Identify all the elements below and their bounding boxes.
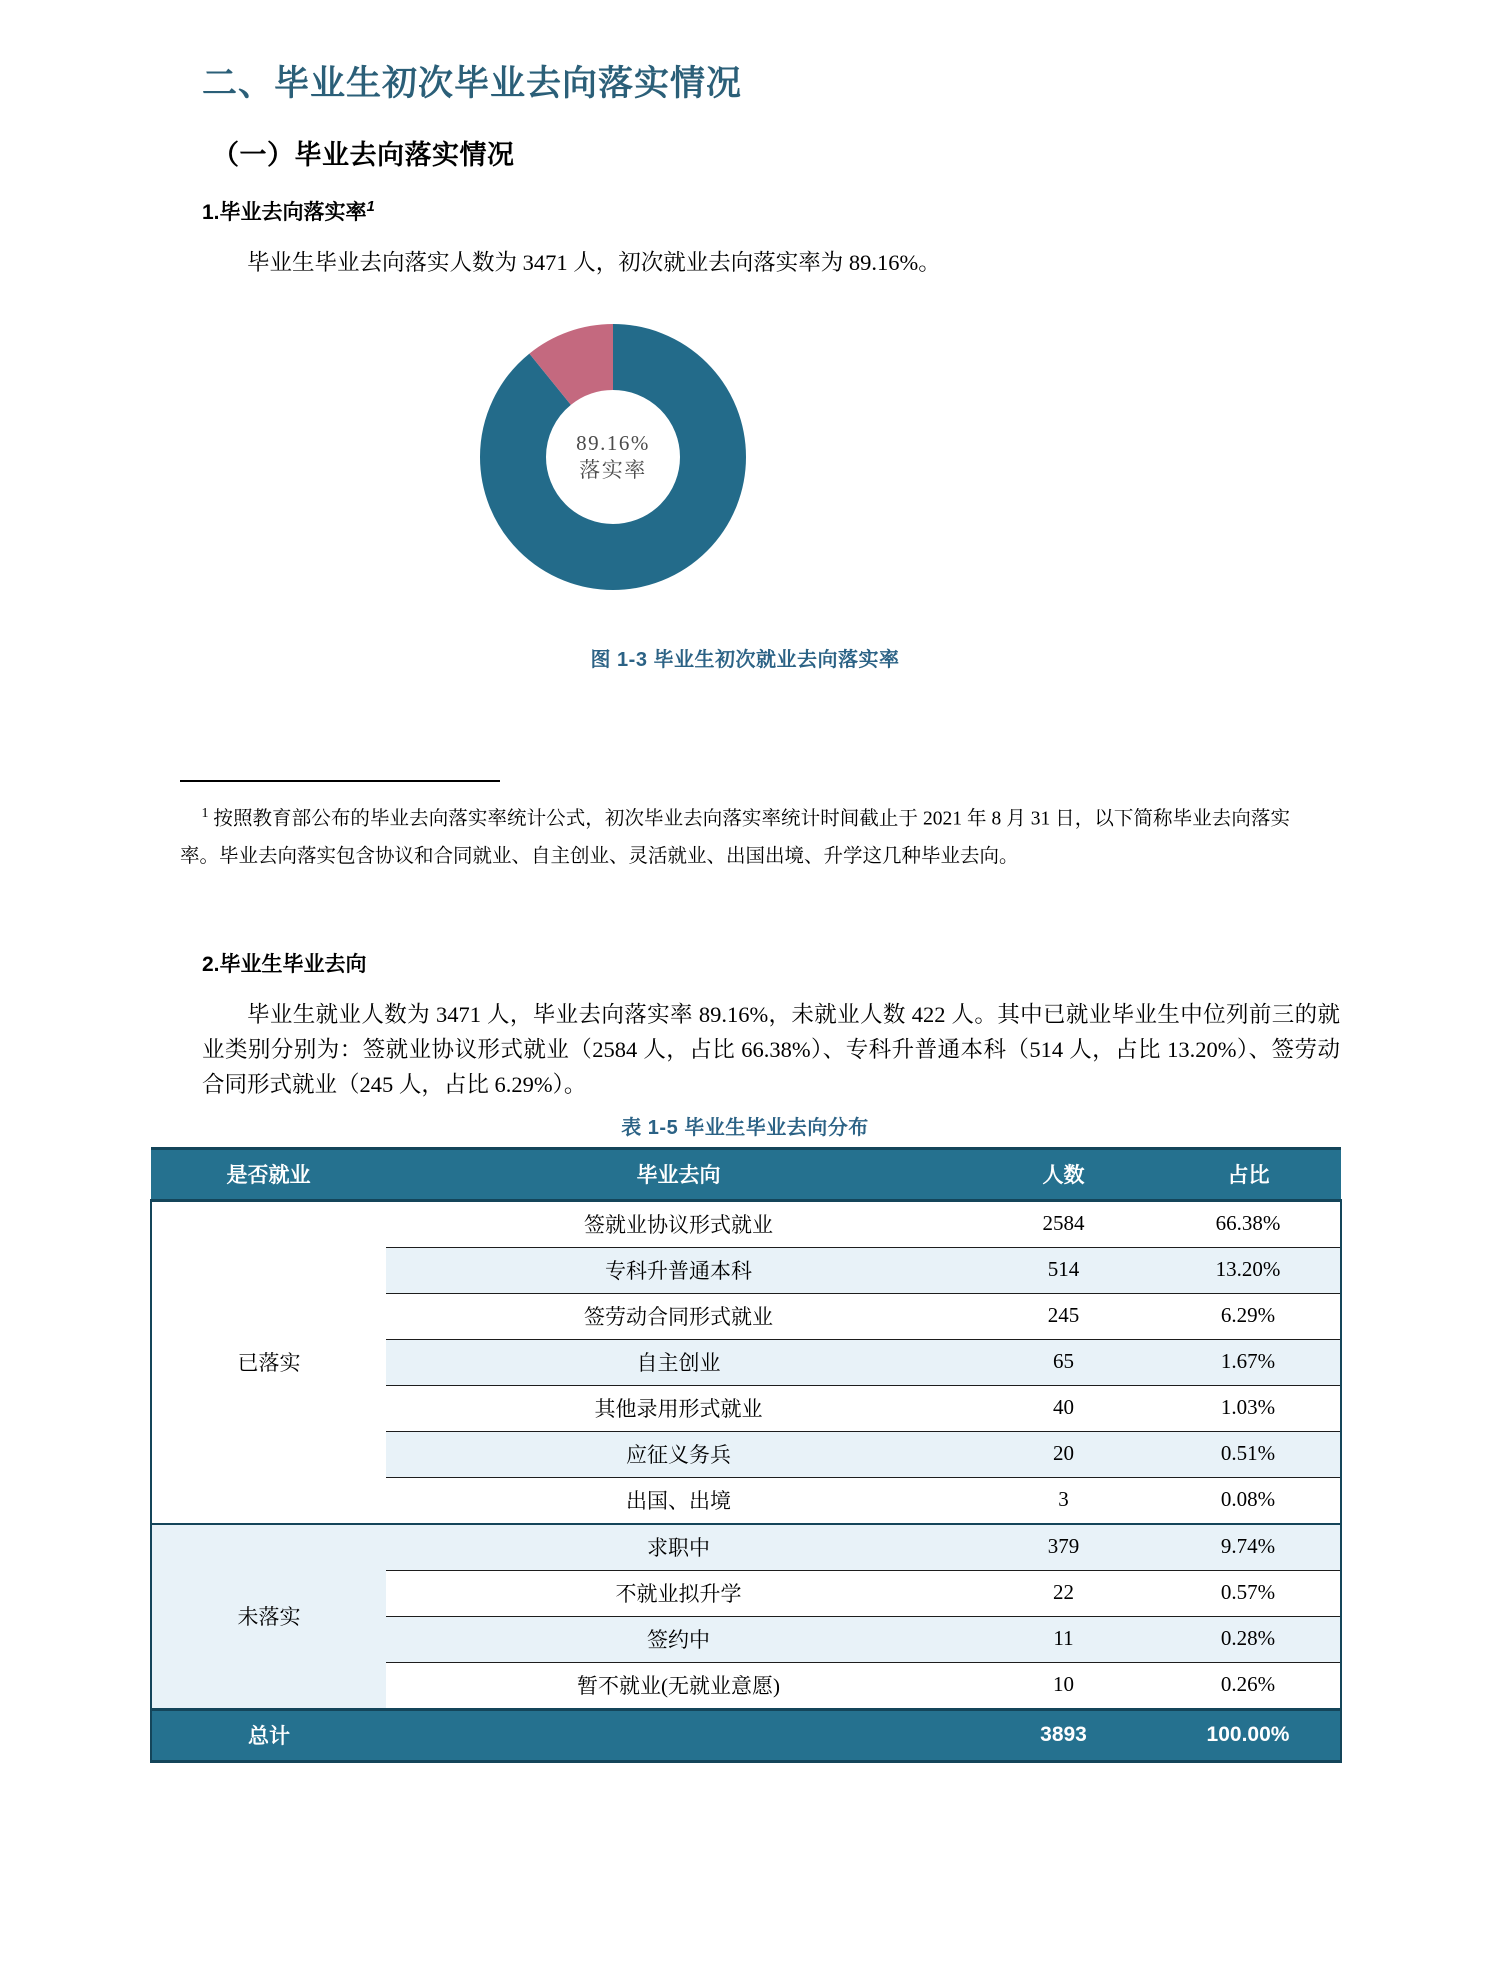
donut-center-caption: 落实率 [579,457,647,482]
table-cell-count: 245 [971,1293,1156,1339]
footnote-block [180,780,1290,877]
table-cell-destination: 出国、出境 [386,1477,971,1524]
sub-heading-2: 2.毕业生毕业去向 [202,953,367,977]
table-header-destination: 毕业去向 [386,1148,971,1200]
table-cell-count: 20 [971,1431,1156,1477]
table-cell-destination: 自主创业 [386,1339,971,1385]
table-cell-percent: 13.20% [1156,1247,1341,1293]
table-cell-percent: 9.74% [1156,1524,1341,1571]
table-cell-destination: 不就业拟升学 [386,1570,971,1616]
table-cell-percent: 6.29% [1156,1293,1341,1339]
table-cell-count: 22 [971,1570,1156,1616]
table-header-row [151,1148,1341,1200]
paragraph-destinations: 毕业生就业人数为 3471 人，毕业去向落实率 89.16%，未就业人数 422 人。其中已就业毕业生中位列前三的就业类别分别为：签就业协议形式就业（2584 人，占比 66.38%）、专科升普通本科（514 人，占比 13.20%）、签劳动合同形式就业（245 人，占比 6.29%）。 [202,1002,1340,1097]
table-caption: 表 1-5 毕业生毕业去向分布 [621,1116,869,1139]
table-total-count: 3893 [971,1709,1156,1761]
table-cell-percent: 0.28% [1156,1616,1341,1662]
table-group-label-unplaced: 未落实 [151,1524,386,1710]
table-cell-count: 3 [971,1477,1156,1524]
footnote-text [180,800,1290,877]
table-header-employed: 是否就业 [151,1148,386,1200]
table-cell-destination: 应征义务兵 [386,1431,971,1477]
table-cell-count: 2584 [971,1200,1156,1247]
footnote-marker: 1 [201,805,209,821]
table-header-count: 人数 [971,1148,1156,1200]
table-total-label: 总计 [151,1709,386,1761]
table-total-percent: 100.00% [1156,1709,1341,1761]
table-cell-count: 514 [971,1247,1156,1293]
sub-heading-1-label: 1.毕业去向落实率 [202,200,367,224]
table-cell-count: 10 [971,1662,1156,1709]
table-cell-count: 65 [971,1339,1156,1385]
table-cell-destination: 求职中 [386,1524,971,1571]
table-cell-destination: 签约中 [386,1616,971,1662]
donut-center-value: 89.16% [576,431,650,456]
table-cell-destination: 暂不就业(无就业意愿) [386,1662,971,1709]
table-cell-percent: 0.51% [1156,1431,1341,1477]
table-cell-count: 379 [971,1524,1156,1571]
footnote-body: 按照教育部公布的毕业去向落实率统计公式，初次毕业去向落实率统计时间截止于 2021 年 8 月 31 日，以下简称毕业去向落实率。毕业去向落实包含协议和合同就业、自主创业、灵活就业、出国出境、升学这几种毕业去向。 [180,808,1290,868]
table-cell-destination: 其他录用形式就业 [386,1385,971,1431]
table-cell-destination: 签就业协议形式就业 [386,1200,971,1247]
table-cell-percent: 66.38% [1156,1200,1341,1247]
table-cell-count: 40 [971,1385,1156,1431]
table-cell-percent: 0.57% [1156,1570,1341,1616]
sub-heading-1 [202,196,1340,226]
destination-distribution-table [150,1147,1342,1763]
table-cell-percent: 1.03% [1156,1385,1341,1431]
table-foot [151,1709,1341,1761]
footnote-divider [180,780,500,782]
table-body [151,1200,1341,1709]
table-total-row [151,1709,1341,1761]
table-total-destination [386,1709,971,1761]
table-cell-count: 11 [971,1616,1156,1662]
table-cell-destination: 签劳动合同形式就业 [386,1293,971,1339]
donut-chart-svg [479,323,747,591]
table-group-label-placed: 已落实 [151,1200,386,1524]
footnote-reference-marker: 1 [366,197,375,215]
figure-donut-chart [150,323,1340,623]
table-header-percent: 占比 [1156,1148,1341,1200]
donut-chart [479,323,747,591]
figure-caption: 图 1-3 毕业生初次就业去向落实率 [590,648,900,671]
table-cell-percent: 1.67% [1156,1339,1341,1385]
page-content [150,0,1340,1763]
table-row [151,1200,1341,1247]
table-cell-percent: 0.26% [1156,1662,1341,1709]
page-title: 二、毕业生初次毕业去向落实情况 [202,64,743,103]
table-cell-destination: 专科升普通本科 [386,1247,971,1293]
table-cell-percent: 0.08% [1156,1477,1341,1524]
subsection-title: （一）毕业去向落实情况 [212,139,515,170]
paragraph-employment-rate: 毕业生毕业去向落实人数为 3471 人，初次就业去向落实率为 89.16%。 [247,249,941,275]
table-head [151,1148,1341,1200]
table-row [151,1524,1341,1571]
